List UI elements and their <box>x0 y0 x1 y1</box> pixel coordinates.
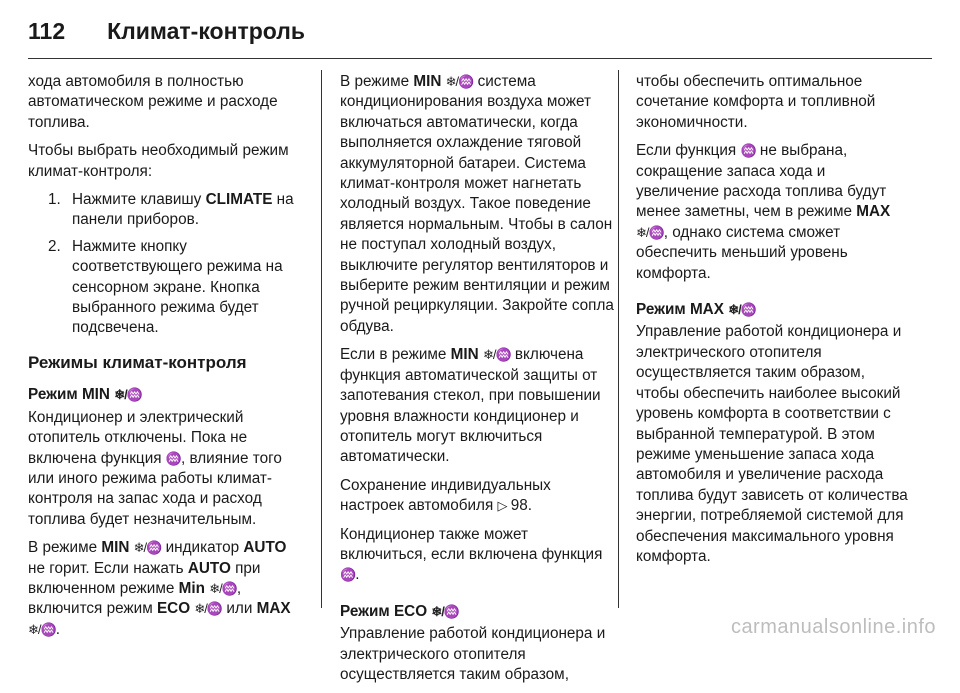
steps-list <box>28 190 304 339</box>
climate-mode-icon: ❄/♒ <box>431 603 460 619</box>
paragraph: хода автомобиля в полностью автоматическом режиме и расходе топлива. <box>28 73 278 131</box>
climate-mode-icon: ❄/♒ <box>482 347 511 363</box>
page-reference[interactable]: 98 <box>510 497 528 515</box>
paragraph: Управление работой кондиционера и электрического отопителя осуществляется таким образом, чтобы обеспечить наиболее высокий уровень комфорта в соответствии с выбранной температурой. В этом режиме уменьшение запаса хода автомобиля и увеличение расхода топлива будут зависеть от количества энергии, потребляемой системой для обеспечения максимального уровня комфорта. <box>636 323 908 565</box>
subsection-heading-max: Режим MAX ❄/♒ <box>636 300 912 320</box>
paragraph: Управление работой кондиционера и электрического отопителя осуществляется таким образом, <box>340 625 606 683</box>
paragraph: В режиме MIN ❄/♒ система кондиционирования воздуха может включаться автоматически, когда выполняется охлаждение тяговой аккумуляторной батареи. Система климат-контроля может нагнетать холодный воздух. Такое поведение является нормальным. Чтобы в салон не поступал холодный воздух, выключите регулятор вентиляторов и выберите режим вентиляции и режим ручной рециркуляции. Закройте сопла обдува. <box>340 73 614 335</box>
subsection-heading-min: Режим MIN ❄/♒ <box>28 385 304 405</box>
paragraph: Если в режиме MIN ❄/♒ включена функция автоматической защиты от запотевания стекол, при повышении уровня влажности кондиционер и отопитель могут включиться автоматически. <box>340 346 601 466</box>
climate-mode-icon: ❄/♒ <box>133 540 162 556</box>
paragraph: чтобы обеспечить оптимальное сочетание комфорта и топливной экономичности. <box>636 73 876 131</box>
paragraph: В режиме MIN ❄/♒ индикатор AUTO не горит. Если нажать AUTO при включенном режиме Min ❄/♒, включится режим ECO ❄/♒ или MAX ❄/♒. <box>28 538 304 640</box>
page-title: Климат-контроль <box>107 18 306 44</box>
list-item: 2. Нажмите кнопку соответствующего режима на сенсорном экране. Кнопка выбранного режима будет подсвечена. <box>48 237 283 337</box>
fan-icon: ♒ <box>340 567 356 583</box>
climate-mode-icon: ❄/♒ <box>114 387 142 403</box>
column-1 <box>28 72 304 648</box>
climate-mode-icon: ❄/♒ <box>445 74 474 89</box>
fan-icon: ♒ <box>165 450 181 466</box>
paragraph: Чтобы выбрать необходимый режим климат-контроля: <box>28 142 289 180</box>
column-2 <box>340 72 616 693</box>
climate-mode-icon: ❄/♒ <box>28 621 56 637</box>
climate-mode-icon: ❄/♒ <box>209 580 237 596</box>
list-item: 1. Нажмите клавишу CLIMATE на панели приборов. <box>48 191 294 229</box>
paragraph: Сохранение индивидуальных настроек автомобиля ▷ 98. <box>340 476 616 517</box>
column-3 <box>636 72 912 575</box>
climate-mode-icon: ❄/♒ <box>728 302 756 318</box>
paragraph: Кондиционер и электрический отопитель отключены. Пока не включена функция ♒, влияние того или иного режима работы климат-контроля на запас хода и расход топлива будет незначительным. <box>28 408 282 528</box>
page-header <box>28 18 305 46</box>
header-divider <box>28 58 932 59</box>
paragraph: Кондиционер также может включиться, если включена функция ♒. <box>340 525 616 586</box>
climate-mode-icon: ❄/♒ <box>636 224 664 240</box>
subsection-heading-eco: Режим ECO ❄/♒ <box>340 602 616 622</box>
page-reference-icon: ▷ <box>497 498 507 514</box>
column-divider-1 <box>321 70 322 608</box>
climate-mode-icon: ❄/♒ <box>194 601 223 617</box>
watermark: carmanualsonline.info <box>730 616 936 638</box>
fan-icon: ♒ <box>740 143 756 159</box>
section-heading: Режимы климат-контроля <box>28 352 247 372</box>
column-divider-2 <box>618 70 619 608</box>
paragraph: Если функция ♒ не выбрана, сокращение запаса хода и увеличение расхода топлива будут менее заметны, чем в режиме MAX ❄/♒, однако система сможет обеспечить меньший уровень комфорта. <box>636 142 891 282</box>
page-number: 112 <box>28 18 66 44</box>
